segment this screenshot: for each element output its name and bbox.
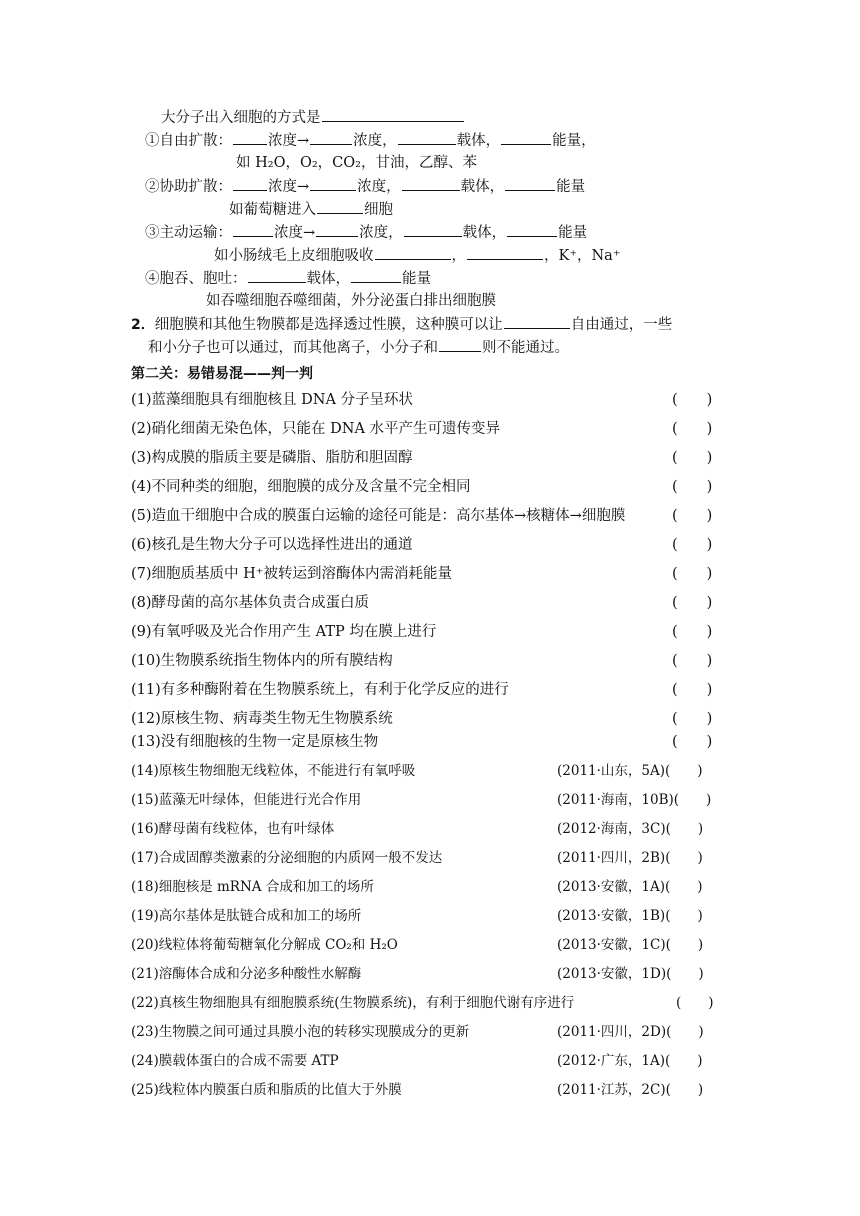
blank[interactable] xyxy=(317,199,363,214)
judge-item: (9)有氧呼吸及光合作用产生 ATP 均在膜上进行 xyxy=(131,624,437,640)
judge-item: (24)膜载体蛋白的合成不需要 ATP xyxy=(131,1053,339,1069)
source-citation[interactable]: (2011·山东，5A)( ) xyxy=(557,763,703,779)
blank[interactable] xyxy=(248,268,306,283)
word: 能量 xyxy=(556,179,586,195)
section-title: 第二关：易错易混——判一判 xyxy=(131,366,313,382)
macro-line xyxy=(161,107,465,128)
word: 载体， xyxy=(306,271,350,287)
blank[interactable] xyxy=(439,337,481,352)
source-citation[interactable]: ( ) xyxy=(676,995,714,1011)
assisted-diffusion-example xyxy=(229,199,393,220)
blank[interactable] xyxy=(233,222,273,237)
judge-item: (6)核孔是生物大分子可以选择性进出的通道 xyxy=(131,537,413,553)
word: 能量 xyxy=(558,225,588,241)
blank[interactable] xyxy=(398,130,456,145)
blank[interactable] xyxy=(233,176,267,191)
word: 载体， xyxy=(456,133,501,149)
word: 自由通过，一些 xyxy=(570,317,673,333)
answer-parens[interactable]: ( ) xyxy=(672,653,713,669)
judge-item: (16)酵母菌有线粒体，也有叶绿体 xyxy=(131,821,335,837)
answer-parens[interactable]: ( ) xyxy=(672,566,713,582)
word: 浓度→ xyxy=(274,225,316,241)
judge-item: (14)原核生物细胞无线粒体，不能进行有氧呼吸 xyxy=(131,763,416,779)
answer-parens[interactable]: ( ) xyxy=(672,734,713,750)
word: 浓度， xyxy=(359,225,403,241)
active-transport-label: ③主动运输： xyxy=(145,225,232,241)
word: 和小分子也可以通过，而其他离子，小分子和 xyxy=(148,340,438,356)
answer-parens[interactable]: ( ) xyxy=(672,682,713,698)
free-diffusion-example: 如 H₂O，O₂，CO₂，甘油，乙醇、苯 xyxy=(236,155,477,171)
answer-parens[interactable]: ( ) xyxy=(672,624,713,640)
word: 细胞膜和其他生物膜都是选择透过性膜，这种膜可以让 xyxy=(154,317,503,333)
judge-item: (18)细胞核是 mRNA 合成和加工的场所 xyxy=(131,879,374,895)
judge-item: (12)原核生物、病毒类生物无生物膜系统 xyxy=(131,711,393,727)
word: 能量， xyxy=(552,133,596,149)
blank[interactable] xyxy=(504,314,570,329)
source-citation[interactable]: (2013·安徽，1D)( ) xyxy=(557,966,704,982)
item-2-line-2 xyxy=(148,337,569,358)
judge-item: (19)高尔基体是肽链合成和加工的场所 xyxy=(131,908,362,924)
judge-item: (21)溶酶体合成和分泌多种酸性水解酶 xyxy=(131,966,362,982)
blank[interactable] xyxy=(507,222,557,237)
judge-item: (8)酵母菌的高尔基体负责合成蛋白质 xyxy=(131,595,370,611)
blank[interactable] xyxy=(467,245,543,260)
free-diffusion-label: ①自由扩散： xyxy=(145,133,232,149)
assisted-diffusion-label: ②协助扩散： xyxy=(145,179,232,195)
word: 则不能通过。 xyxy=(482,340,569,356)
blank[interactable] xyxy=(402,176,460,191)
blank[interactable] xyxy=(404,222,462,237)
source-citation[interactable]: (2013·安徽，1B)( ) xyxy=(557,908,703,924)
source-citation[interactable]: (2011·江苏，2C)( ) xyxy=(557,1082,704,1098)
answer-parens[interactable]: ( ) xyxy=(672,537,713,553)
judge-item: (17)合成固醇类激素的分泌细胞的内质网一般不发达 xyxy=(131,850,443,866)
word: 载体， xyxy=(460,179,505,195)
judge-item: (2)硝化细菌无染色体，只能在 DNA 水平产生可遗传变异 xyxy=(131,421,501,437)
judge-item: (23)生物膜之间可通过具膜小泡的转移实现膜成分的更新 xyxy=(131,1024,470,1040)
blank[interactable] xyxy=(322,107,464,122)
source-citation[interactable]: (2011·四川，2B)( ) xyxy=(557,850,703,866)
answer-parens[interactable]: ( ) xyxy=(672,421,713,437)
answer-parens[interactable]: ( ) xyxy=(672,711,713,727)
word: 如葡萄糖进入 xyxy=(229,202,316,218)
item-2-line-1 xyxy=(131,314,672,335)
judge-item: (10)生物膜系统指生物体内的所有膜结构 xyxy=(131,653,393,669)
source-citation[interactable]: (2013·安徽，1A)( ) xyxy=(557,879,703,895)
answer-parens[interactable]: ( ) xyxy=(672,450,713,466)
source-citation[interactable]: (2011·海南，10B)( ) xyxy=(557,792,712,808)
word: 浓度， xyxy=(353,133,397,149)
source-citation[interactable]: (2012·海南，3C)( ) xyxy=(557,821,704,837)
blank[interactable] xyxy=(310,176,356,191)
blank[interactable] xyxy=(351,268,401,283)
judge-item: (22)真核生物细胞具有细胞膜系统(生物膜系统)，有利于细胞代谢有序进行 xyxy=(131,995,575,1011)
judge-item: (25)线粒体内膜蛋白质和脂质的比值大于外膜 xyxy=(131,1082,402,1098)
endocytosis-line xyxy=(145,268,431,289)
word: 载体， xyxy=(462,225,507,241)
word: 浓度， xyxy=(357,179,401,195)
judge-item: (15)蓝藻无叶绿体，但能进行光合作用 xyxy=(131,792,362,808)
blank[interactable] xyxy=(233,130,267,145)
answer-parens[interactable]: ( ) xyxy=(672,595,713,611)
blank[interactable] xyxy=(505,176,555,191)
judge-item: (4)不同种类的细胞，细胞膜的成分及含量不完全相同 xyxy=(131,479,471,495)
active-transport-example: 如小肠绒毛上皮细胞吸收 ， ，K⁺，Na⁺ xyxy=(214,245,620,266)
free-diffusion-line xyxy=(145,130,596,151)
source-citation[interactable]: (2013·安徽，1C)( ) xyxy=(557,937,704,953)
judge-item: (1)蓝藻细胞具有细胞核且 DNA 分子呈环状 xyxy=(131,392,414,408)
blank[interactable] xyxy=(375,245,451,260)
source-citation[interactable]: (2011·四川，2D)( ) xyxy=(557,1024,704,1040)
judge-item: (5)造血干细胞中合成的膜蛋白运输的途径可能是：高尔基体→核糖体→细胞膜 xyxy=(131,508,626,524)
judge-item: (20)线粒体将葡萄糖氧化分解成 CO₂和 H₂O xyxy=(131,937,398,953)
judge-item: (7)细胞质基质中 H⁺被转运到溶酶体内需消耗能量 xyxy=(131,566,452,582)
endocytosis-example: 如吞噬细胞吞噬细菌，外分泌蛋白排出细胞膜 xyxy=(206,293,496,309)
blank[interactable] xyxy=(310,130,352,145)
word: 细胞 xyxy=(364,202,393,218)
word: 浓度→ xyxy=(268,179,310,195)
answer-parens[interactable]: ( ) xyxy=(672,392,713,408)
assisted-diffusion-line xyxy=(145,176,585,197)
item-number: 2． xyxy=(131,317,155,333)
ions: K⁺，Na⁺ xyxy=(558,248,621,264)
judge-item: (11)有多种酶附着在生物膜系统上，有利于化学反应的进行 xyxy=(131,682,509,698)
word: 浓度→ xyxy=(268,133,310,149)
answer-parens[interactable]: ( ) xyxy=(672,479,713,495)
source-citation[interactable]: (2012·广东，1A)( ) xyxy=(557,1053,703,1069)
blank[interactable] xyxy=(316,222,358,237)
answer-parens[interactable]: ( ) xyxy=(672,508,713,524)
judge-item: (3)构成膜的脂质主要是磷脂、脂肪和胆固醇 xyxy=(131,450,413,466)
active-transport-line xyxy=(145,222,587,243)
judge-item: (13)没有细胞核的生物一定是原核生物 xyxy=(131,734,379,750)
macro-text: 大分子出入细胞的方式是 xyxy=(161,110,321,126)
word: 能量 xyxy=(402,271,431,287)
blank[interactable] xyxy=(501,130,551,145)
endocytosis-label: ④胞吞、胞吐： xyxy=(145,271,247,287)
word: 如小肠绒毛上皮细胞吸收 xyxy=(214,248,374,264)
